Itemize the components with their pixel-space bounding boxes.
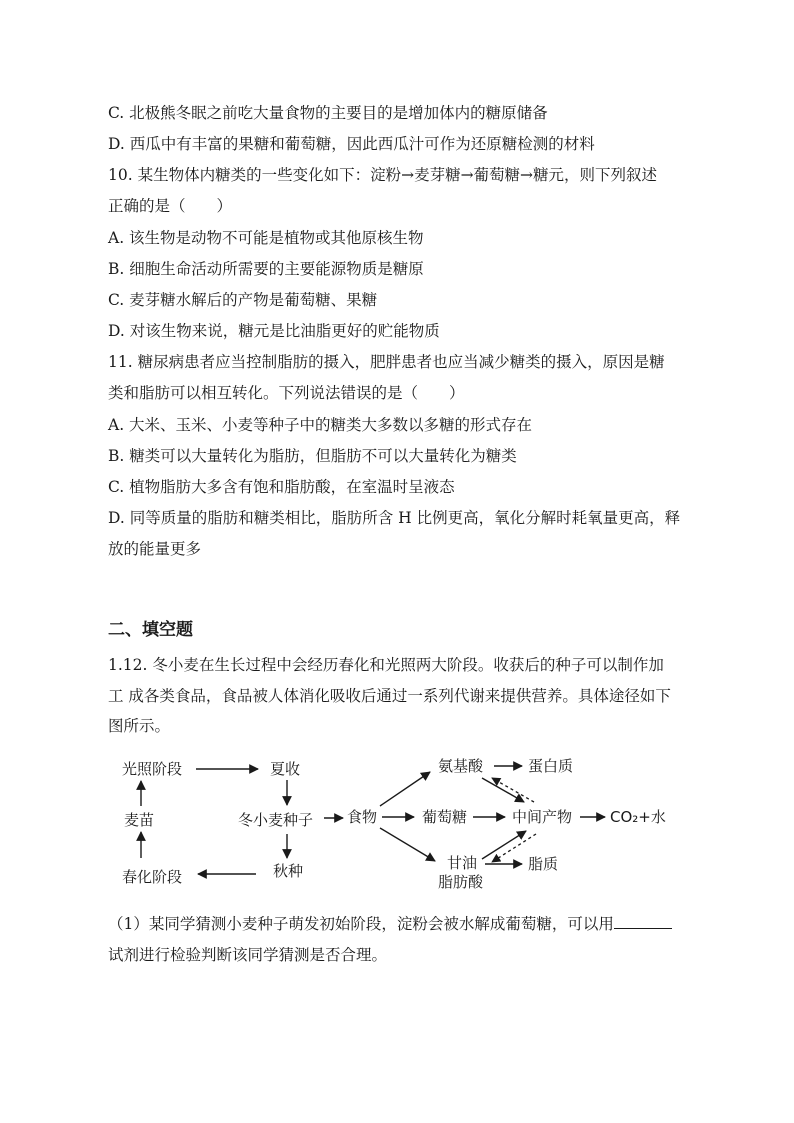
answer-blank[interactable] (614, 914, 672, 929)
node-amino-acid: 氨基酸 (438, 757, 484, 775)
node-protein: 蛋白质 (528, 757, 574, 775)
node-lipid: 脂质 (528, 855, 559, 873)
option-b-q11: B. 糖类可以大量转化为脂肪，但脂肪不可以大量转化为糖类 (108, 447, 517, 465)
sub-question-1-text-1: （1）某同学猜测小麦种子萌发初始阶段，淀粉会被水解成葡萄糖，可以用 (108, 915, 614, 933)
arrow-food-to-glycerol (380, 828, 435, 861)
node-light-stage: 光照阶段 (122, 760, 183, 778)
node-vernal-stage: 春化阶段 (122, 868, 183, 886)
arrow-intermediate-to-amino-dashed (492, 778, 534, 802)
option-d-q10: D. 对该生物来说，糖元是比油脂更好的贮能物质 (108, 322, 440, 340)
option-d-q11-line-1: D. 同等质量的脂肪和糖类相比，脂肪所含 H 比例更高，氧化分解时耗氧量更高，释 (108, 509, 681, 527)
question-10-stem-1: 10. 某生物体内糖类的一些变化如下：淀粉→麦芽糖→葡萄糖→糖元，则下列叙述 (108, 166, 658, 184)
sub-question-1-line-1 (108, 914, 672, 934)
node-harvest: 夏收 (270, 760, 301, 778)
arrow-amino-to-intermediate (482, 778, 524, 802)
node-glucose: 葡萄糖 (422, 808, 468, 826)
sub-question-1-line-2: 试剂进行检验判断该同学猜测是否合理。 (108, 946, 388, 964)
option-c-q9: C. 北极熊冬眠之前吃大量食物的主要目的是增加体内的糖原储备 (108, 104, 548, 122)
option-d-q11-line-2: 放的能量更多 (108, 540, 202, 558)
question-12-stem-2: 工 成各类食品，食品被人体消化吸收后通过一系列代谢来提供营养。具体途径如下 (108, 687, 671, 705)
option-d-q9: D. 西瓜中有丰富的果糖和葡萄糖，因此西瓜汁可作为还原糖检测的材料 (108, 135, 595, 153)
arrow-food-to-amino (380, 772, 430, 806)
node-wheat-seed: 冬小麦种子 (238, 811, 314, 829)
section-heading: 二、填空题 (108, 620, 193, 640)
node-fatty-acid: 脂肪酸 (438, 873, 484, 891)
node-autumn-sow: 秋种 (273, 862, 304, 880)
question-12-stem-3: 图所示。 (108, 717, 171, 735)
option-a-q10: A. 该生物是动物不可能是植物或其他原核生物 (108, 229, 424, 247)
metabolism-pathway-diagram (110, 748, 690, 896)
node-co2-water: CO₂+水 (610, 808, 666, 826)
node-glycerol: 甘油 (447, 854, 478, 872)
question-12-stem-1: 1.12. 冬小麦在生长过程中会经历春化和光照两大阶段。收获后的种子可以制作加 (108, 656, 664, 674)
option-c-q10: C. 麦芽糖水解后的产物是葡萄糖、果糖 (108, 291, 378, 309)
option-a-q11: A. 大米、玉米、小麦等种子中的糖类大多数以多糖的形式存在 (108, 416, 533, 434)
question-10-stem-2: 正确的是（ ） (108, 197, 233, 215)
question-11-stem-2: 类和脂肪可以相互转化。下列说法错误的是（ ） (108, 384, 465, 402)
question-11-stem-1: 11. 糖尿病患者应当控制脂肪的摄入，肥胖患者也应当减少糖类的摄入，原因是糖 (108, 353, 665, 371)
option-c-q11: C. 植物脂肪大多含有饱和脂肪酸，在室温时呈液态 (108, 478, 455, 496)
node-intermediate: 中间产物 (512, 808, 573, 826)
node-seedling: 麦苗 (124, 811, 155, 829)
node-food: 食物 (347, 808, 378, 826)
option-b-q10: B. 细胞生命活动所需要的主要能源物质是糖原 (108, 260, 424, 278)
